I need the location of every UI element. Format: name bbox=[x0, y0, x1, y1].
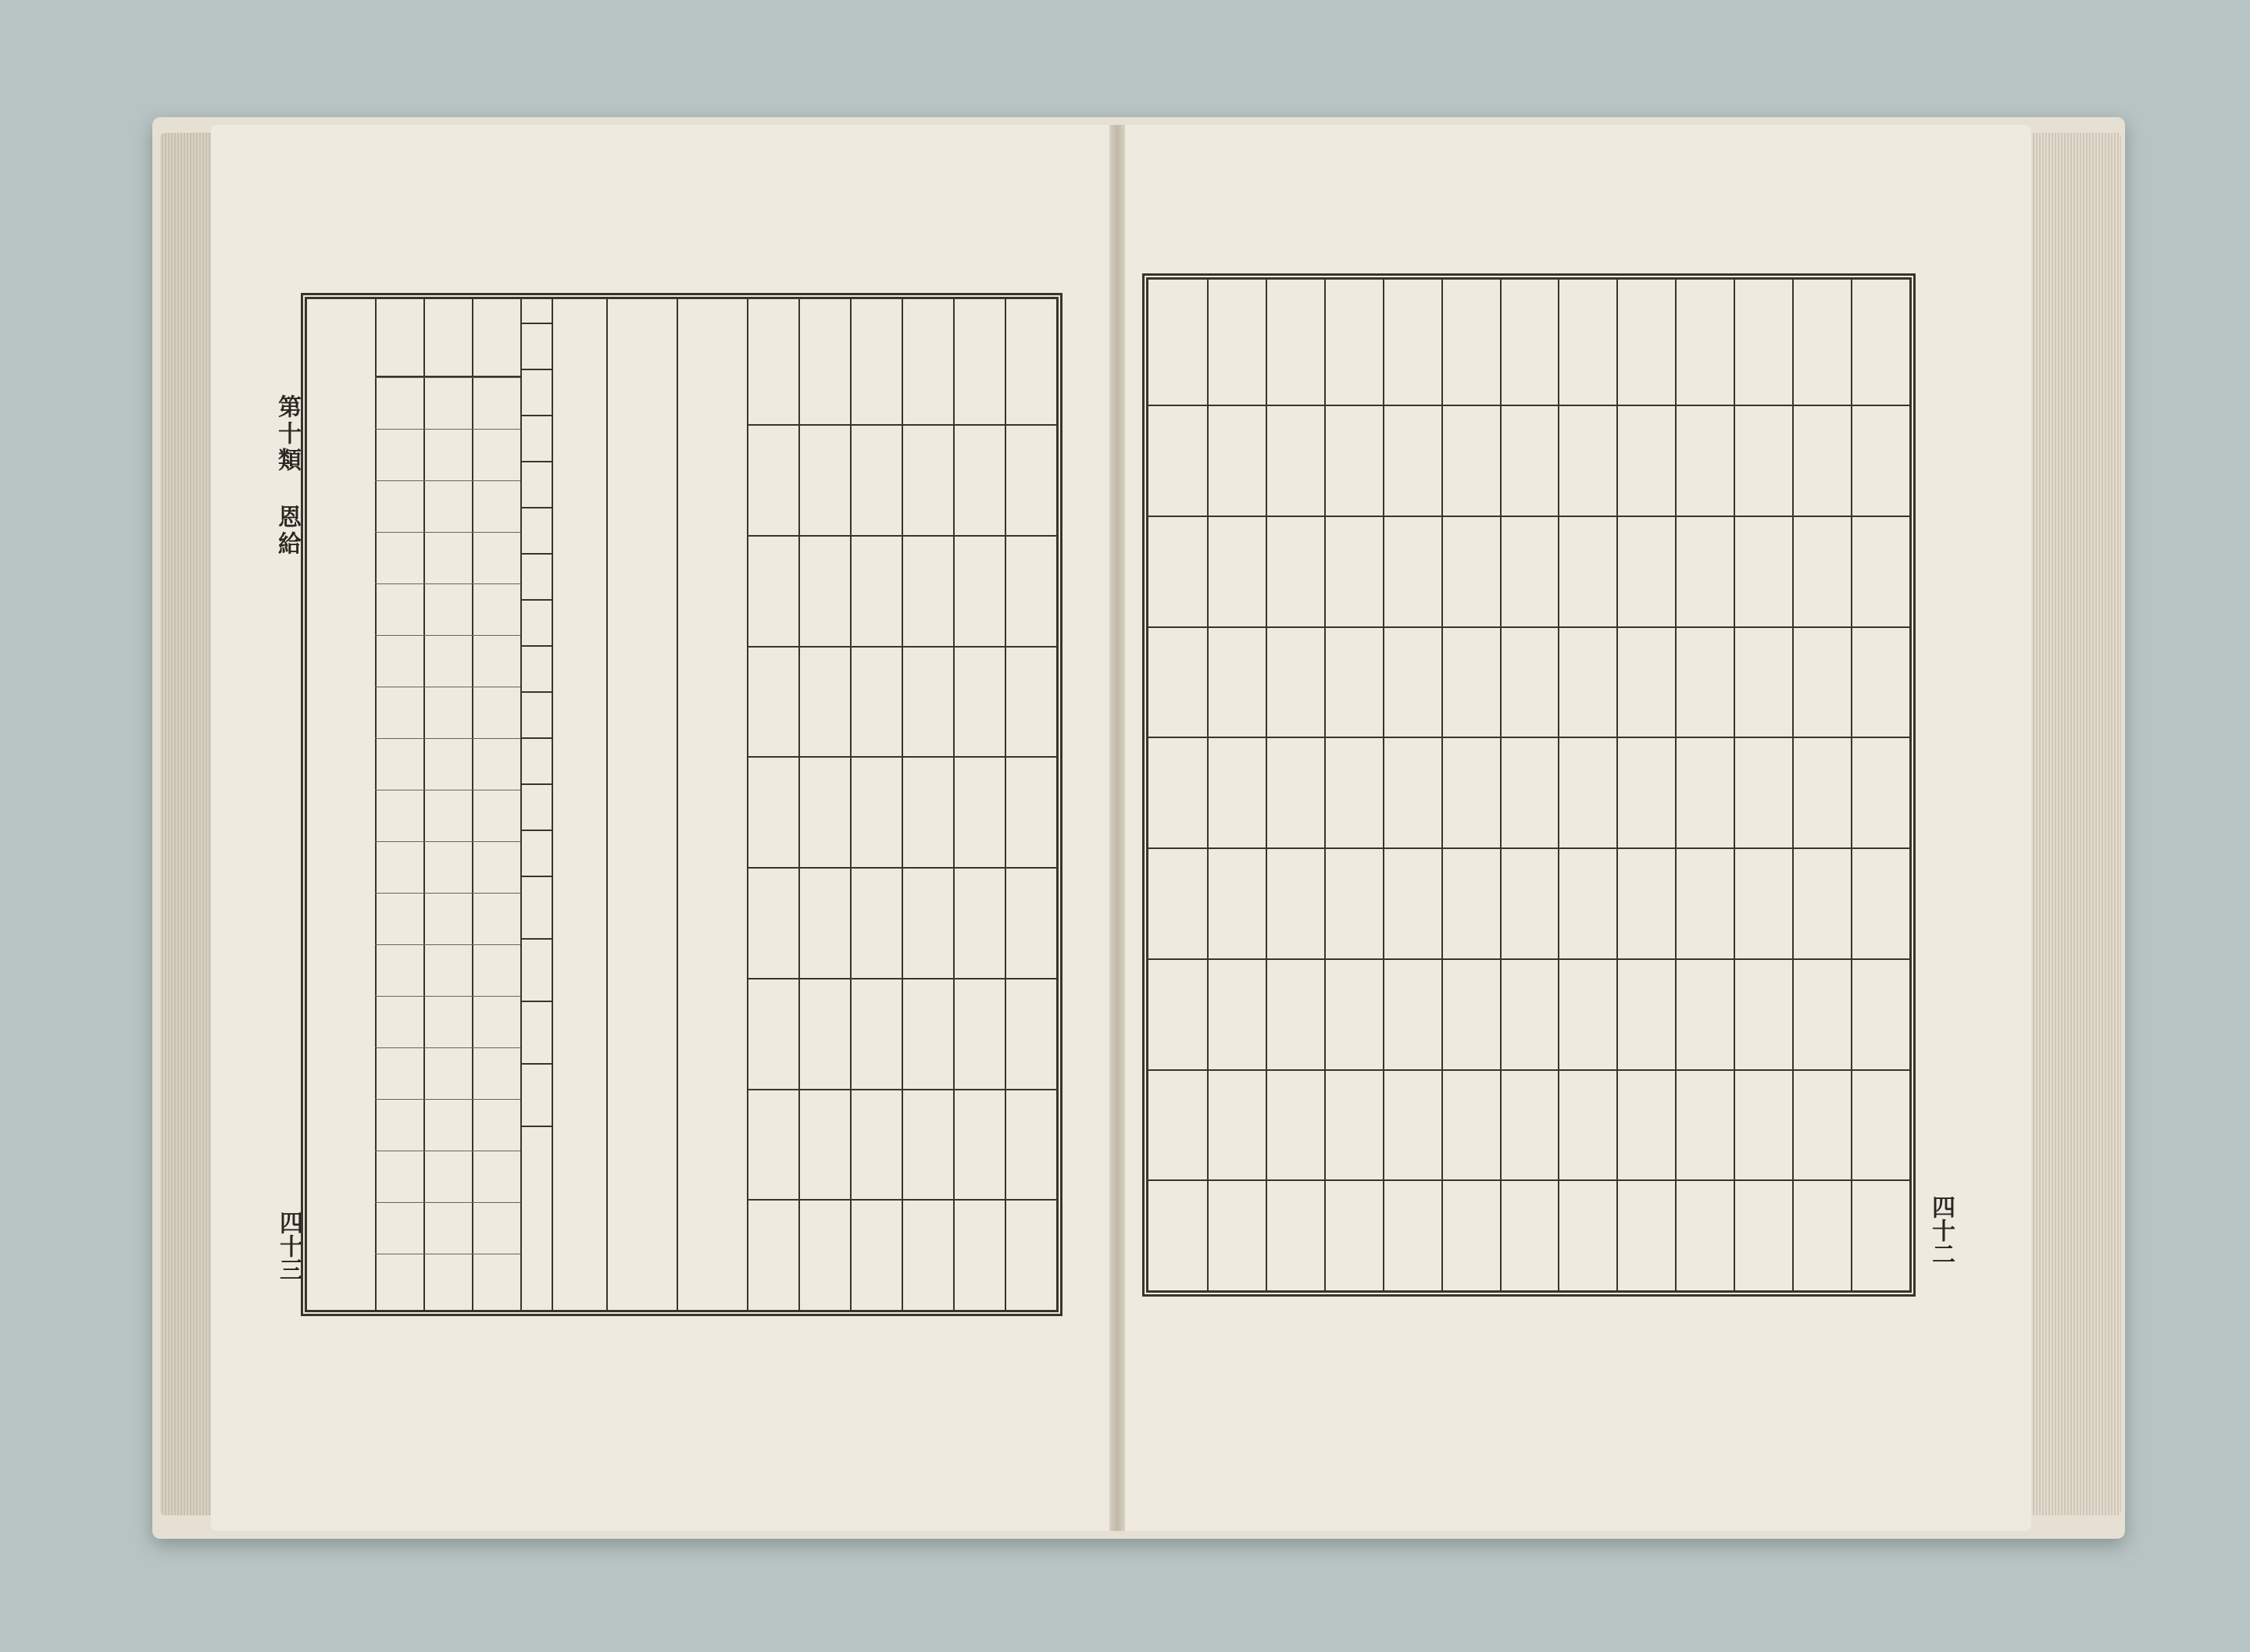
rank-label bbox=[520, 691, 552, 737]
value-cell bbox=[1148, 737, 1207, 847]
value-cell bbox=[953, 646, 1005, 757]
value-cell bbox=[850, 756, 902, 867]
item-value bbox=[375, 1151, 423, 1202]
sotsu-rank-label bbox=[520, 1126, 552, 1188]
item-value bbox=[423, 1047, 472, 1099]
value-cell bbox=[1148, 626, 1207, 737]
item-value bbox=[472, 1047, 520, 1099]
value-cell bbox=[1851, 737, 1909, 847]
year-header-cell bbox=[1383, 280, 1441, 405]
value-cell bbox=[1324, 1069, 1383, 1180]
value-cell bbox=[1005, 535, 1056, 646]
value-cell bbox=[1207, 1069, 1266, 1180]
year-header-cell bbox=[1324, 280, 1383, 405]
value-cell bbox=[1005, 978, 1056, 1089]
value-cell bbox=[798, 646, 850, 757]
year-header-cell bbox=[953, 299, 1005, 424]
item-value bbox=[423, 790, 472, 841]
value-cell bbox=[747, 1199, 798, 1310]
rank-label bbox=[520, 783, 552, 830]
value-cell bbox=[1616, 1179, 1675, 1290]
value-cell bbox=[1558, 847, 1616, 958]
item-value bbox=[423, 996, 472, 1047]
value-cell bbox=[1324, 1179, 1383, 1290]
value-cell bbox=[1851, 1179, 1909, 1290]
year-header-cell bbox=[1558, 280, 1616, 405]
value-cell bbox=[747, 535, 798, 646]
value-cell bbox=[798, 424, 850, 535]
value-cell bbox=[747, 867, 798, 978]
sotsu-rank-label bbox=[520, 938, 552, 1001]
right-year-grid bbox=[1148, 280, 1909, 1290]
value-cell bbox=[1558, 516, 1616, 626]
item-value bbox=[472, 790, 520, 841]
rank-label bbox=[520, 507, 552, 553]
value-cell bbox=[1792, 405, 1851, 516]
item-value bbox=[472, 429, 520, 480]
value-cell bbox=[1558, 1179, 1616, 1290]
item-label bbox=[472, 299, 520, 377]
value-cell bbox=[850, 1199, 902, 1310]
value-cell bbox=[902, 867, 953, 978]
value-cell bbox=[798, 1199, 850, 1310]
value-cell bbox=[1324, 405, 1383, 516]
value-cell bbox=[1005, 756, 1056, 867]
year-header-cell bbox=[1207, 280, 1266, 405]
value-cell bbox=[1266, 1179, 1324, 1290]
value-cell bbox=[1207, 626, 1266, 737]
value-cell bbox=[747, 1089, 798, 1200]
value-cell bbox=[1851, 1069, 1909, 1180]
value-cell bbox=[1851, 847, 1909, 958]
page-edges-right bbox=[2031, 133, 2121, 1515]
value-cell bbox=[1383, 958, 1441, 1069]
value-cell bbox=[1558, 737, 1616, 847]
value-cell bbox=[798, 756, 850, 867]
rank-divider bbox=[520, 299, 522, 1310]
value-cell bbox=[1734, 847, 1792, 958]
pension-table-right bbox=[1142, 273, 1916, 1297]
item-value bbox=[472, 1254, 520, 1305]
value-cell bbox=[1734, 1179, 1792, 1290]
value-cell bbox=[1558, 626, 1616, 737]
value-cell bbox=[850, 867, 902, 978]
year-header-cell bbox=[1734, 280, 1792, 405]
page-edges-left bbox=[160, 133, 211, 1515]
value-cell bbox=[1792, 737, 1851, 847]
item-value bbox=[423, 377, 472, 429]
item-value bbox=[423, 687, 472, 738]
value-cell bbox=[1207, 958, 1266, 1069]
item-value bbox=[375, 635, 423, 687]
value-cell bbox=[1148, 405, 1207, 516]
value-cell bbox=[1383, 1069, 1441, 1180]
value-cell bbox=[1500, 1069, 1559, 1180]
value-cell bbox=[1558, 1069, 1616, 1180]
value-cell bbox=[1558, 405, 1616, 516]
item-value bbox=[472, 841, 520, 893]
value-cell bbox=[1675, 958, 1734, 1069]
item-value bbox=[375, 790, 423, 841]
rank-label bbox=[520, 369, 552, 415]
value-cell bbox=[1734, 958, 1792, 1069]
value-cell bbox=[850, 978, 902, 1089]
value-cell bbox=[1148, 1179, 1207, 1290]
value-cell bbox=[1266, 958, 1324, 1069]
value-cell bbox=[1851, 626, 1909, 737]
value-cell bbox=[953, 1089, 1005, 1200]
sotsu-rank-label bbox=[520, 1063, 552, 1126]
value-cell bbox=[850, 646, 902, 757]
value-cell bbox=[1500, 626, 1559, 737]
item-value bbox=[375, 1099, 423, 1151]
value-cell bbox=[798, 978, 850, 1089]
rank-label bbox=[520, 830, 552, 876]
value-cell bbox=[1792, 847, 1851, 958]
item-value bbox=[423, 1151, 472, 1202]
value-cell bbox=[1616, 847, 1675, 958]
value-cell bbox=[1675, 1179, 1734, 1290]
year-header-cell bbox=[747, 299, 798, 424]
rank-label bbox=[520, 553, 552, 599]
year-header-cell bbox=[1675, 280, 1734, 405]
value-cell bbox=[1675, 405, 1734, 516]
value-cell bbox=[1851, 516, 1909, 626]
value-cell bbox=[953, 1199, 1005, 1310]
value-cell bbox=[1616, 1069, 1675, 1180]
item-value bbox=[472, 687, 520, 738]
official-corner bbox=[522, 302, 544, 323]
value-cell bbox=[1005, 424, 1056, 535]
value-cell bbox=[1500, 405, 1559, 516]
value-cell bbox=[798, 867, 850, 978]
rank-label bbox=[520, 599, 552, 645]
value-cell bbox=[1441, 405, 1500, 516]
value-cell bbox=[1207, 405, 1266, 516]
value-cell bbox=[1792, 626, 1851, 737]
value-cell bbox=[1734, 737, 1792, 847]
value-cell bbox=[850, 535, 902, 646]
item-value bbox=[375, 532, 423, 583]
value-cell bbox=[850, 1089, 902, 1200]
value-cell bbox=[1500, 737, 1559, 847]
value-cell bbox=[747, 978, 798, 1089]
year-header-cell bbox=[1005, 299, 1056, 424]
item-value bbox=[375, 996, 423, 1047]
value-cell bbox=[1500, 1179, 1559, 1290]
value-cell bbox=[1675, 626, 1734, 737]
value-cell bbox=[1792, 958, 1851, 1069]
value-cell bbox=[1558, 958, 1616, 1069]
item-value bbox=[423, 1254, 472, 1305]
item-value bbox=[375, 738, 423, 790]
value-cell bbox=[1616, 405, 1675, 516]
value-cell bbox=[1207, 847, 1266, 958]
value-cell bbox=[902, 1089, 953, 1200]
value-cell bbox=[798, 1089, 850, 1200]
item-value bbox=[423, 944, 472, 996]
item-value bbox=[423, 532, 472, 583]
value-cell bbox=[1383, 737, 1441, 847]
value-cell bbox=[1383, 516, 1441, 626]
value-cell bbox=[1500, 958, 1559, 1069]
value-cell bbox=[1616, 958, 1675, 1069]
item-value bbox=[472, 635, 520, 687]
value-cell bbox=[1148, 958, 1207, 1069]
value-cell bbox=[1734, 1069, 1792, 1180]
item-value bbox=[375, 893, 423, 944]
value-cell bbox=[1148, 1069, 1207, 1180]
value-cell bbox=[953, 535, 1005, 646]
year-header-cell bbox=[1148, 280, 1207, 405]
value-cell bbox=[953, 424, 1005, 535]
value-cell bbox=[953, 978, 1005, 1089]
value-cell bbox=[1851, 405, 1909, 516]
value-cell bbox=[902, 535, 953, 646]
year-header-cell bbox=[1792, 280, 1851, 405]
value-cell bbox=[1441, 847, 1500, 958]
value-cell bbox=[1441, 626, 1500, 737]
value-cell bbox=[1675, 516, 1734, 626]
value-cell bbox=[747, 424, 798, 535]
item-value bbox=[472, 1151, 520, 1202]
item-value bbox=[423, 841, 472, 893]
sotsu-rank-label bbox=[520, 876, 552, 938]
value-cell bbox=[1734, 626, 1792, 737]
item-value bbox=[375, 944, 423, 996]
item-value bbox=[472, 583, 520, 635]
item-label bbox=[375, 299, 423, 377]
item-value bbox=[472, 893, 520, 944]
item-value bbox=[423, 583, 472, 635]
item-value bbox=[375, 480, 423, 532]
value-cell bbox=[1266, 626, 1324, 737]
value-cell bbox=[1675, 1069, 1734, 1180]
value-cell bbox=[1005, 867, 1056, 978]
value-cell bbox=[1792, 516, 1851, 626]
value-cell bbox=[1851, 958, 1909, 1069]
value-cell bbox=[1383, 1179, 1441, 1290]
item-value bbox=[375, 1202, 423, 1254]
value-cell bbox=[1792, 1069, 1851, 1180]
value-cell bbox=[1148, 847, 1207, 958]
value-cell bbox=[953, 867, 1005, 978]
item-value bbox=[472, 1202, 520, 1254]
item-value bbox=[375, 429, 423, 480]
value-cell bbox=[1792, 1179, 1851, 1290]
value-cell bbox=[1207, 737, 1266, 847]
item-value bbox=[472, 480, 520, 532]
item-value bbox=[423, 429, 472, 480]
item-value bbox=[423, 738, 472, 790]
item-value bbox=[375, 1254, 423, 1305]
value-cell bbox=[1616, 516, 1675, 626]
year-header-cell bbox=[1500, 280, 1559, 405]
value-cell bbox=[1441, 1179, 1500, 1290]
year-header-cell bbox=[850, 299, 902, 424]
item-value bbox=[423, 893, 472, 944]
value-cell bbox=[902, 646, 953, 757]
running-head: 第十類 恩給 bbox=[273, 394, 301, 558]
value-cell bbox=[1616, 737, 1675, 847]
value-cell bbox=[1005, 646, 1056, 757]
value-cell bbox=[1616, 626, 1675, 737]
value-cell bbox=[1383, 626, 1441, 737]
sonin-label bbox=[559, 307, 591, 346]
value-cell bbox=[1324, 516, 1383, 626]
value-cell bbox=[1324, 958, 1383, 1069]
value-cell bbox=[747, 646, 798, 757]
value-cell bbox=[1441, 1069, 1500, 1180]
item-value bbox=[375, 377, 423, 429]
item-value bbox=[423, 635, 472, 687]
value-cell bbox=[953, 756, 1005, 867]
value-cell bbox=[1207, 516, 1266, 626]
item-value bbox=[472, 532, 520, 583]
year-header-cell bbox=[798, 299, 850, 424]
value-cell bbox=[1005, 1199, 1056, 1310]
sotsu-rank-label bbox=[520, 1001, 552, 1063]
value-cell bbox=[1266, 847, 1324, 958]
value-cell bbox=[902, 1199, 953, 1310]
item-value bbox=[472, 1099, 520, 1151]
value-cell bbox=[1266, 737, 1324, 847]
rank-label bbox=[520, 645, 552, 691]
rank-label bbox=[520, 737, 552, 783]
category-divider bbox=[606, 299, 608, 1310]
value-cell bbox=[747, 756, 798, 867]
value-cell bbox=[1500, 847, 1559, 958]
value-cell bbox=[902, 424, 953, 535]
left-page-number: 四十三 bbox=[275, 1211, 302, 1281]
value-cell bbox=[1383, 405, 1441, 516]
item-value bbox=[472, 377, 520, 429]
value-cell bbox=[798, 535, 850, 646]
year-header-cell bbox=[1851, 280, 1909, 405]
value-cell bbox=[1324, 847, 1383, 958]
value-cell bbox=[902, 978, 953, 1089]
rank-label bbox=[520, 323, 552, 369]
value-cell bbox=[1441, 737, 1500, 847]
item-value bbox=[375, 583, 423, 635]
title-divider bbox=[677, 299, 678, 1310]
year-header-cell bbox=[1266, 280, 1324, 405]
item-value bbox=[375, 841, 423, 893]
value-cell bbox=[1324, 737, 1383, 847]
value-cell bbox=[902, 756, 953, 867]
item-value bbox=[472, 996, 520, 1047]
value-cell bbox=[1500, 516, 1559, 626]
value-cell bbox=[1266, 516, 1324, 626]
subcategory-divider bbox=[552, 299, 553, 1310]
item-value bbox=[423, 1099, 472, 1151]
year-header-cell bbox=[1616, 280, 1675, 405]
item-label bbox=[423, 299, 472, 377]
value-cell bbox=[1324, 626, 1383, 737]
rank-label bbox=[520, 415, 552, 461]
item-value bbox=[423, 1202, 472, 1254]
value-cell bbox=[1675, 847, 1734, 958]
book-gutter bbox=[1109, 125, 1125, 1531]
value-cell bbox=[1734, 516, 1792, 626]
rank-label bbox=[520, 461, 552, 507]
value-cell bbox=[1383, 847, 1441, 958]
value-cell bbox=[1266, 1069, 1324, 1180]
value-cell bbox=[1207, 1179, 1266, 1290]
right-page-number: 四十二 bbox=[1927, 1195, 1955, 1265]
value-cell bbox=[1675, 737, 1734, 847]
item-value bbox=[423, 480, 472, 532]
pension-table-left bbox=[301, 293, 1062, 1316]
item-value bbox=[375, 1047, 423, 1099]
value-cell bbox=[1266, 405, 1324, 516]
value-cell bbox=[1441, 516, 1500, 626]
value-cell bbox=[850, 424, 902, 535]
item-value bbox=[375, 687, 423, 738]
value-cell bbox=[1734, 405, 1792, 516]
value-cell bbox=[1148, 516, 1207, 626]
year-header-cell bbox=[902, 299, 953, 424]
item-value bbox=[472, 738, 520, 790]
item-value bbox=[472, 944, 520, 996]
year-header-cell bbox=[1441, 280, 1500, 405]
value-cell bbox=[1441, 958, 1500, 1069]
value-cell bbox=[1005, 1089, 1056, 1200]
